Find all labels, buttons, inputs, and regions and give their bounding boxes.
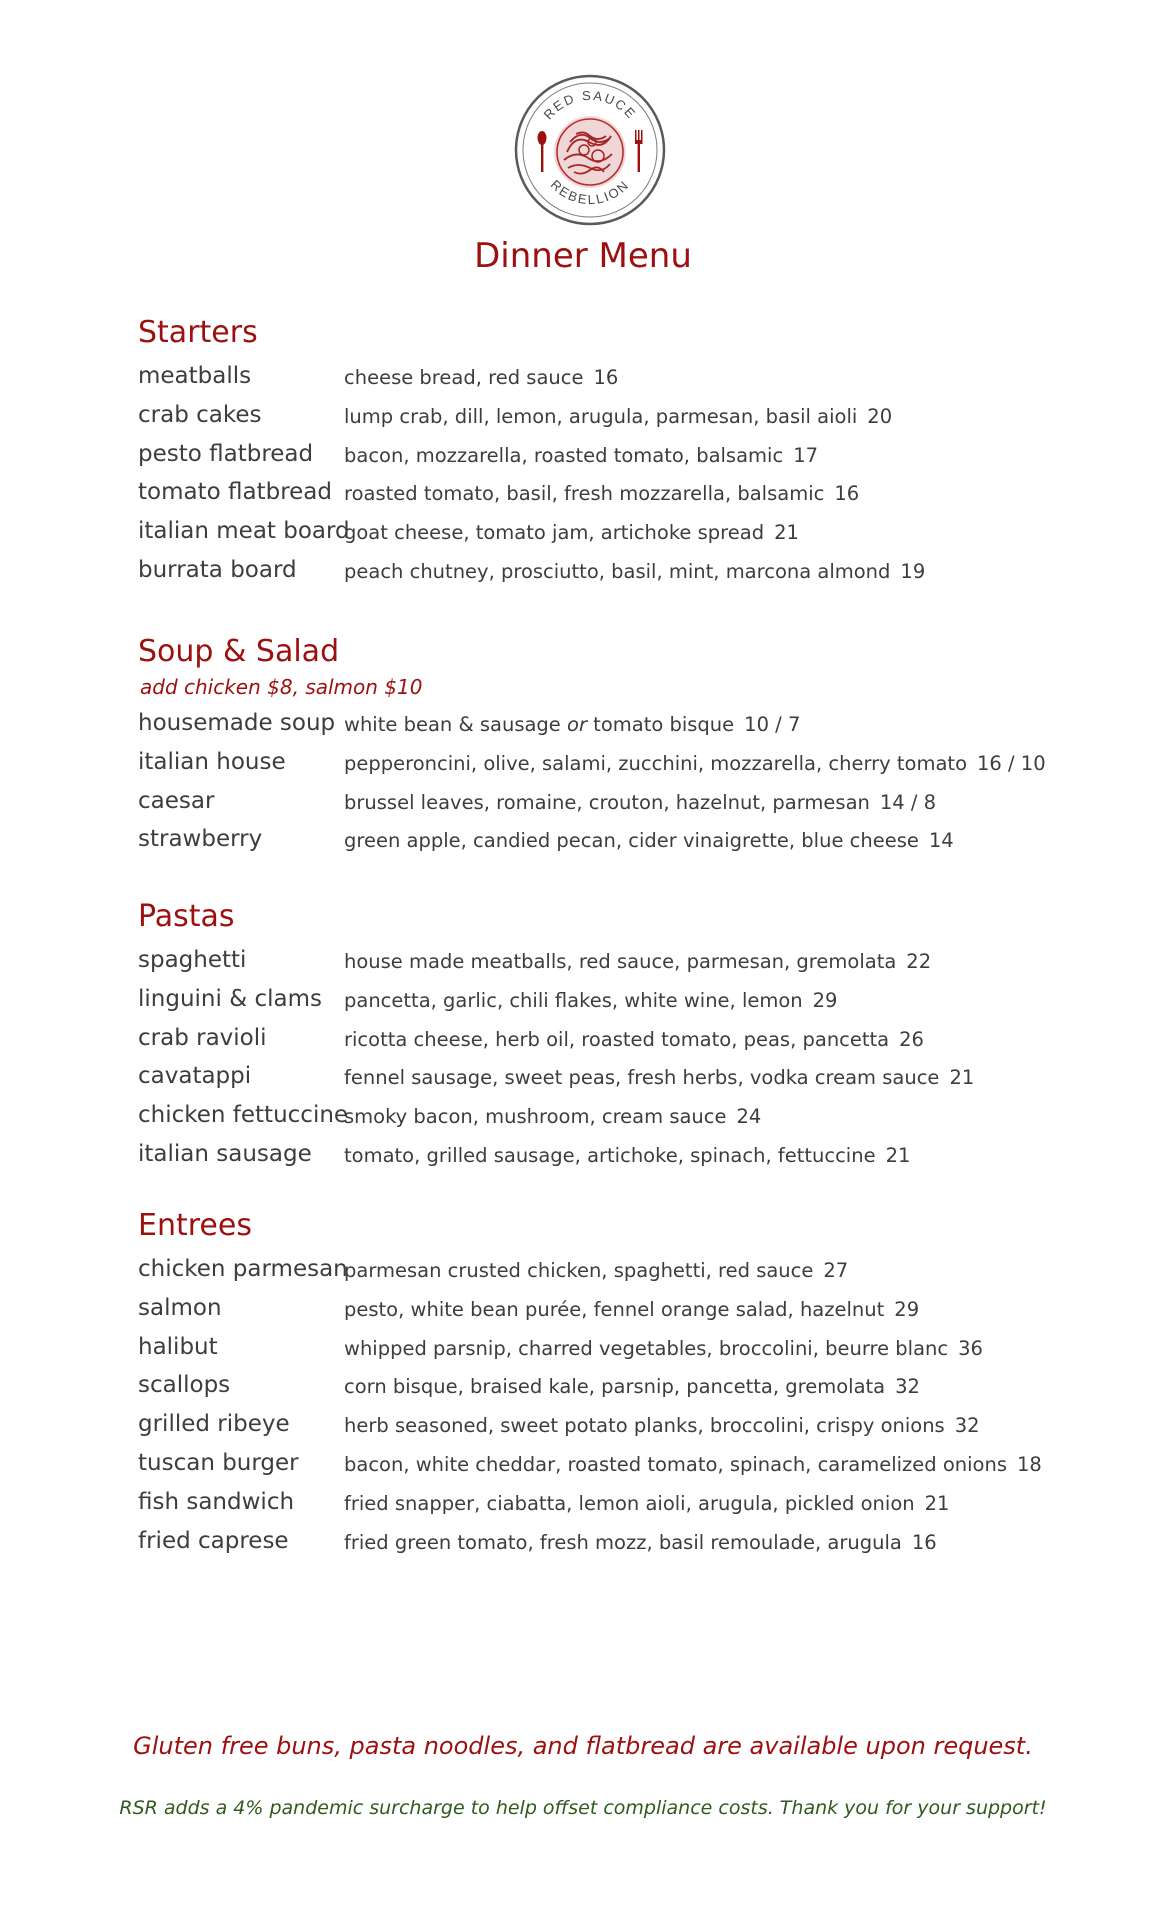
item-name: tomato flatbread	[138, 479, 332, 506]
list-item	[138, 400, 1038, 439]
gluten-free-note: Gluten free buns, pasta noodles, and flatbread are available upon request.	[133, 1732, 1033, 1760]
section-pastas	[138, 897, 1038, 1178]
item-price: 26	[899, 1027, 924, 1051]
item-name: strawberry	[138, 826, 263, 853]
list-item	[138, 1139, 1038, 1178]
item-description	[344, 1411, 980, 1441]
item-ingredients: green apple, candied pecan, cider vinaigrette, blue cheese	[344, 829, 919, 853]
restaurant-logo	[512, 72, 668, 228]
item-ingredients: ricotta cheese, herb oil, roasted tomato, peas, pancetta	[344, 1027, 890, 1051]
section-entrees	[138, 1206, 1042, 1564]
item-price: 10 / 7	[744, 713, 801, 736]
item-price: 20	[867, 404, 893, 428]
item-name: burrata board	[138, 556, 297, 583]
list-item	[138, 1332, 1038, 1371]
list-item	[138, 1526, 1038, 1565]
item-name: housemade soup	[138, 710, 336, 736]
list-item	[138, 555, 1038, 594]
item-ingredients: corn bisque, braised kale, parsnip, pancetta, gremolata	[344, 1375, 886, 1399]
item-ingredients: peach chutney, prosciutto, basil, mint, marcona almond	[344, 559, 891, 583]
item-price: 19	[900, 559, 926, 583]
section-note: add chicken $8, salmon $10	[140, 675, 423, 699]
list-item	[138, 1100, 1038, 1139]
item-ingredients: house made meatballs, red sauce, parmesan, gremolata	[344, 950, 897, 973]
item-description	[344, 363, 618, 393]
list-item	[138, 984, 1038, 1023]
item-description	[344, 518, 799, 548]
list-item	[138, 824, 1038, 863]
item-ingredients: pepperoncini, olive, salami, zucchini, mozzarella, cherry tomato	[344, 751, 968, 775]
item-description	[344, 1450, 1042, 1480]
item-price: 17	[793, 443, 819, 467]
list-item	[138, 1023, 1038, 1062]
section-title: Pastas	[138, 899, 235, 934]
item-description	[344, 441, 818, 471]
item-ingredients: lump crab, dill, lemon, arugula, parmesan, basil aioli	[344, 404, 858, 428]
section-title: Entrees	[138, 1208, 252, 1243]
item-description	[344, 986, 837, 1016]
section-starters	[138, 313, 1038, 594]
item-ingredients: pancetta, garlic, chili flakes, white wine, lemon	[344, 988, 803, 1012]
item-description	[344, 1063, 974, 1093]
item-price: 16	[911, 1530, 937, 1554]
item-ingredients-alt: tomato bisque	[593, 713, 735, 736]
item-ingredients: roasted tomato, basil, fresh mozzarella, balsamic	[344, 482, 825, 506]
list-item	[138, 1254, 1038, 1293]
item-or: or	[567, 713, 587, 736]
section-title: Starters	[138, 315, 258, 350]
item-description	[344, 557, 925, 587]
item-name: meatballs	[138, 363, 252, 389]
item-name: scallops	[138, 1372, 231, 1399]
item-description	[344, 1528, 937, 1558]
item-ingredients: fried green tomato, fresh mozz, basil remoulade, arugula	[344, 1530, 902, 1554]
item-ingredients: parmesan crusted chicken, spaghetti, red sauce	[344, 1259, 814, 1282]
item-name: italian meat board	[138, 518, 350, 545]
item-name: spaghetti	[138, 947, 247, 973]
logo-text-bottom: REBELLION	[547, 176, 633, 208]
list-item	[138, 945, 1038, 984]
item-price: 32	[895, 1375, 920, 1399]
item-price: 21	[924, 1491, 950, 1515]
list-item	[138, 361, 1038, 400]
item-name: caesar	[138, 787, 215, 814]
item-ingredients: smoky bacon, mushroom, cream sauce	[344, 1105, 727, 1129]
item-price: 36	[958, 1336, 983, 1360]
item-name: salmon	[138, 1294, 222, 1321]
item-price: 27	[823, 1259, 849, 1282]
item-description	[344, 1102, 761, 1132]
item-ingredients: bacon, mozzarella, roasted tomato, balsamic	[344, 443, 784, 467]
item-name: chicken fettuccine	[138, 1102, 349, 1129]
pasta-bowl-logo-icon	[554, 116, 626, 188]
item-ingredients: bacon, white cheddar, roasted tomato, spinach, caramelized onions	[344, 1452, 1008, 1476]
list-item	[138, 1061, 1038, 1100]
spoon-icon	[538, 131, 547, 172]
item-name: italian house	[138, 748, 286, 775]
item-name: chicken parmesan	[138, 1256, 348, 1282]
item-price: 18	[1017, 1452, 1042, 1476]
item-price: 32	[954, 1414, 980, 1438]
item-ingredients: white bean & sausage	[344, 713, 561, 736]
item-name: tuscan burger	[138, 1449, 299, 1476]
item-ingredients: cheese bread, red sauce	[344, 366, 584, 389]
item-description	[344, 1025, 924, 1055]
item-name: cavatappi	[138, 1063, 252, 1090]
section-title: Soup & Salad	[138, 634, 340, 669]
item-description	[344, 947, 931, 977]
item-ingredients: brussel leaves, romaine, crouton, hazelnut, parmesan	[344, 790, 870, 814]
item-name: crab cakes	[138, 401, 262, 428]
item-price: 29	[894, 1297, 920, 1321]
list-item	[138, 1487, 1038, 1526]
item-name: crab ravioli	[138, 1024, 267, 1051]
item-price: 14 / 8	[879, 790, 937, 814]
item-price: 24	[736, 1105, 762, 1129]
list-item	[138, 747, 1046, 786]
item-description	[344, 1141, 910, 1171]
list-item	[138, 1293, 1038, 1332]
item-ingredients: fried snapper, ciabatta, lemon aioli, arugula, pickled onion	[344, 1491, 915, 1515]
item-name: italian sausage	[138, 1140, 312, 1167]
item-price: 29	[812, 988, 838, 1012]
item-description	[344, 1295, 919, 1325]
item-ingredients: herb seasoned, sweet potato planks, broccolini, crispy onions	[344, 1414, 945, 1438]
item-description	[344, 1489, 949, 1519]
item-ingredients: tomato, grilled sausage, artichoke, spinach, fettuccine	[344, 1143, 876, 1167]
list-item	[138, 1409, 1038, 1448]
item-name: fried caprese	[138, 1527, 289, 1554]
list-item	[138, 1448, 1042, 1487]
item-name: linguini & clams	[138, 985, 322, 1012]
item-description	[344, 1256, 848, 1286]
item-name: fish sandwich	[138, 1488, 295, 1515]
fork-icon	[635, 130, 643, 172]
item-price: 16	[593, 366, 619, 389]
item-price: 21	[885, 1143, 911, 1167]
item-price: 16 / 10	[977, 751, 1046, 775]
surcharge-note: RSR adds a 4% pandemic surcharge to help offset compliance costs. Thank you for your support!	[119, 1797, 1047, 1819]
item-description	[344, 826, 954, 856]
list-item	[138, 516, 1038, 555]
item-price: 22	[906, 950, 932, 973]
item-description	[344, 710, 800, 740]
section-soup-salad	[138, 632, 1046, 863]
item-description	[344, 479, 859, 509]
list-item	[138, 1370, 1038, 1409]
item-ingredients: goat cheese, tomato jam, artichoke spread	[344, 521, 765, 545]
item-description	[344, 402, 892, 432]
item-name: halibut	[138, 1333, 218, 1360]
item-price: 16	[834, 482, 860, 506]
item-price: 14	[928, 829, 954, 853]
list-item	[138, 439, 1038, 478]
item-name: pesto flatbread	[138, 440, 314, 467]
list-item	[138, 477, 1038, 516]
item-ingredients: whipped parsnip, charred vegetables, broccolini, beurre blanc	[344, 1336, 949, 1360]
item-description	[344, 1372, 920, 1402]
item-name: grilled ribeye	[138, 1411, 290, 1438]
item-ingredients: fennel sausage, sweet peas, fresh herbs, vodka cream sauce	[344, 1066, 940, 1090]
page-title: Dinner Menu	[474, 236, 692, 276]
item-description	[344, 1334, 983, 1364]
logo-text-top: RED SAUCE	[540, 87, 640, 123]
item-ingredients: pesto, white bean purée, fennel orange salad, hazelnut	[344, 1297, 885, 1321]
list-item	[138, 786, 1038, 825]
item-description	[344, 788, 936, 818]
item-description	[344, 749, 1046, 779]
item-price: 21	[774, 521, 799, 545]
list-item	[138, 708, 1038, 747]
item-price: 21	[949, 1066, 975, 1090]
